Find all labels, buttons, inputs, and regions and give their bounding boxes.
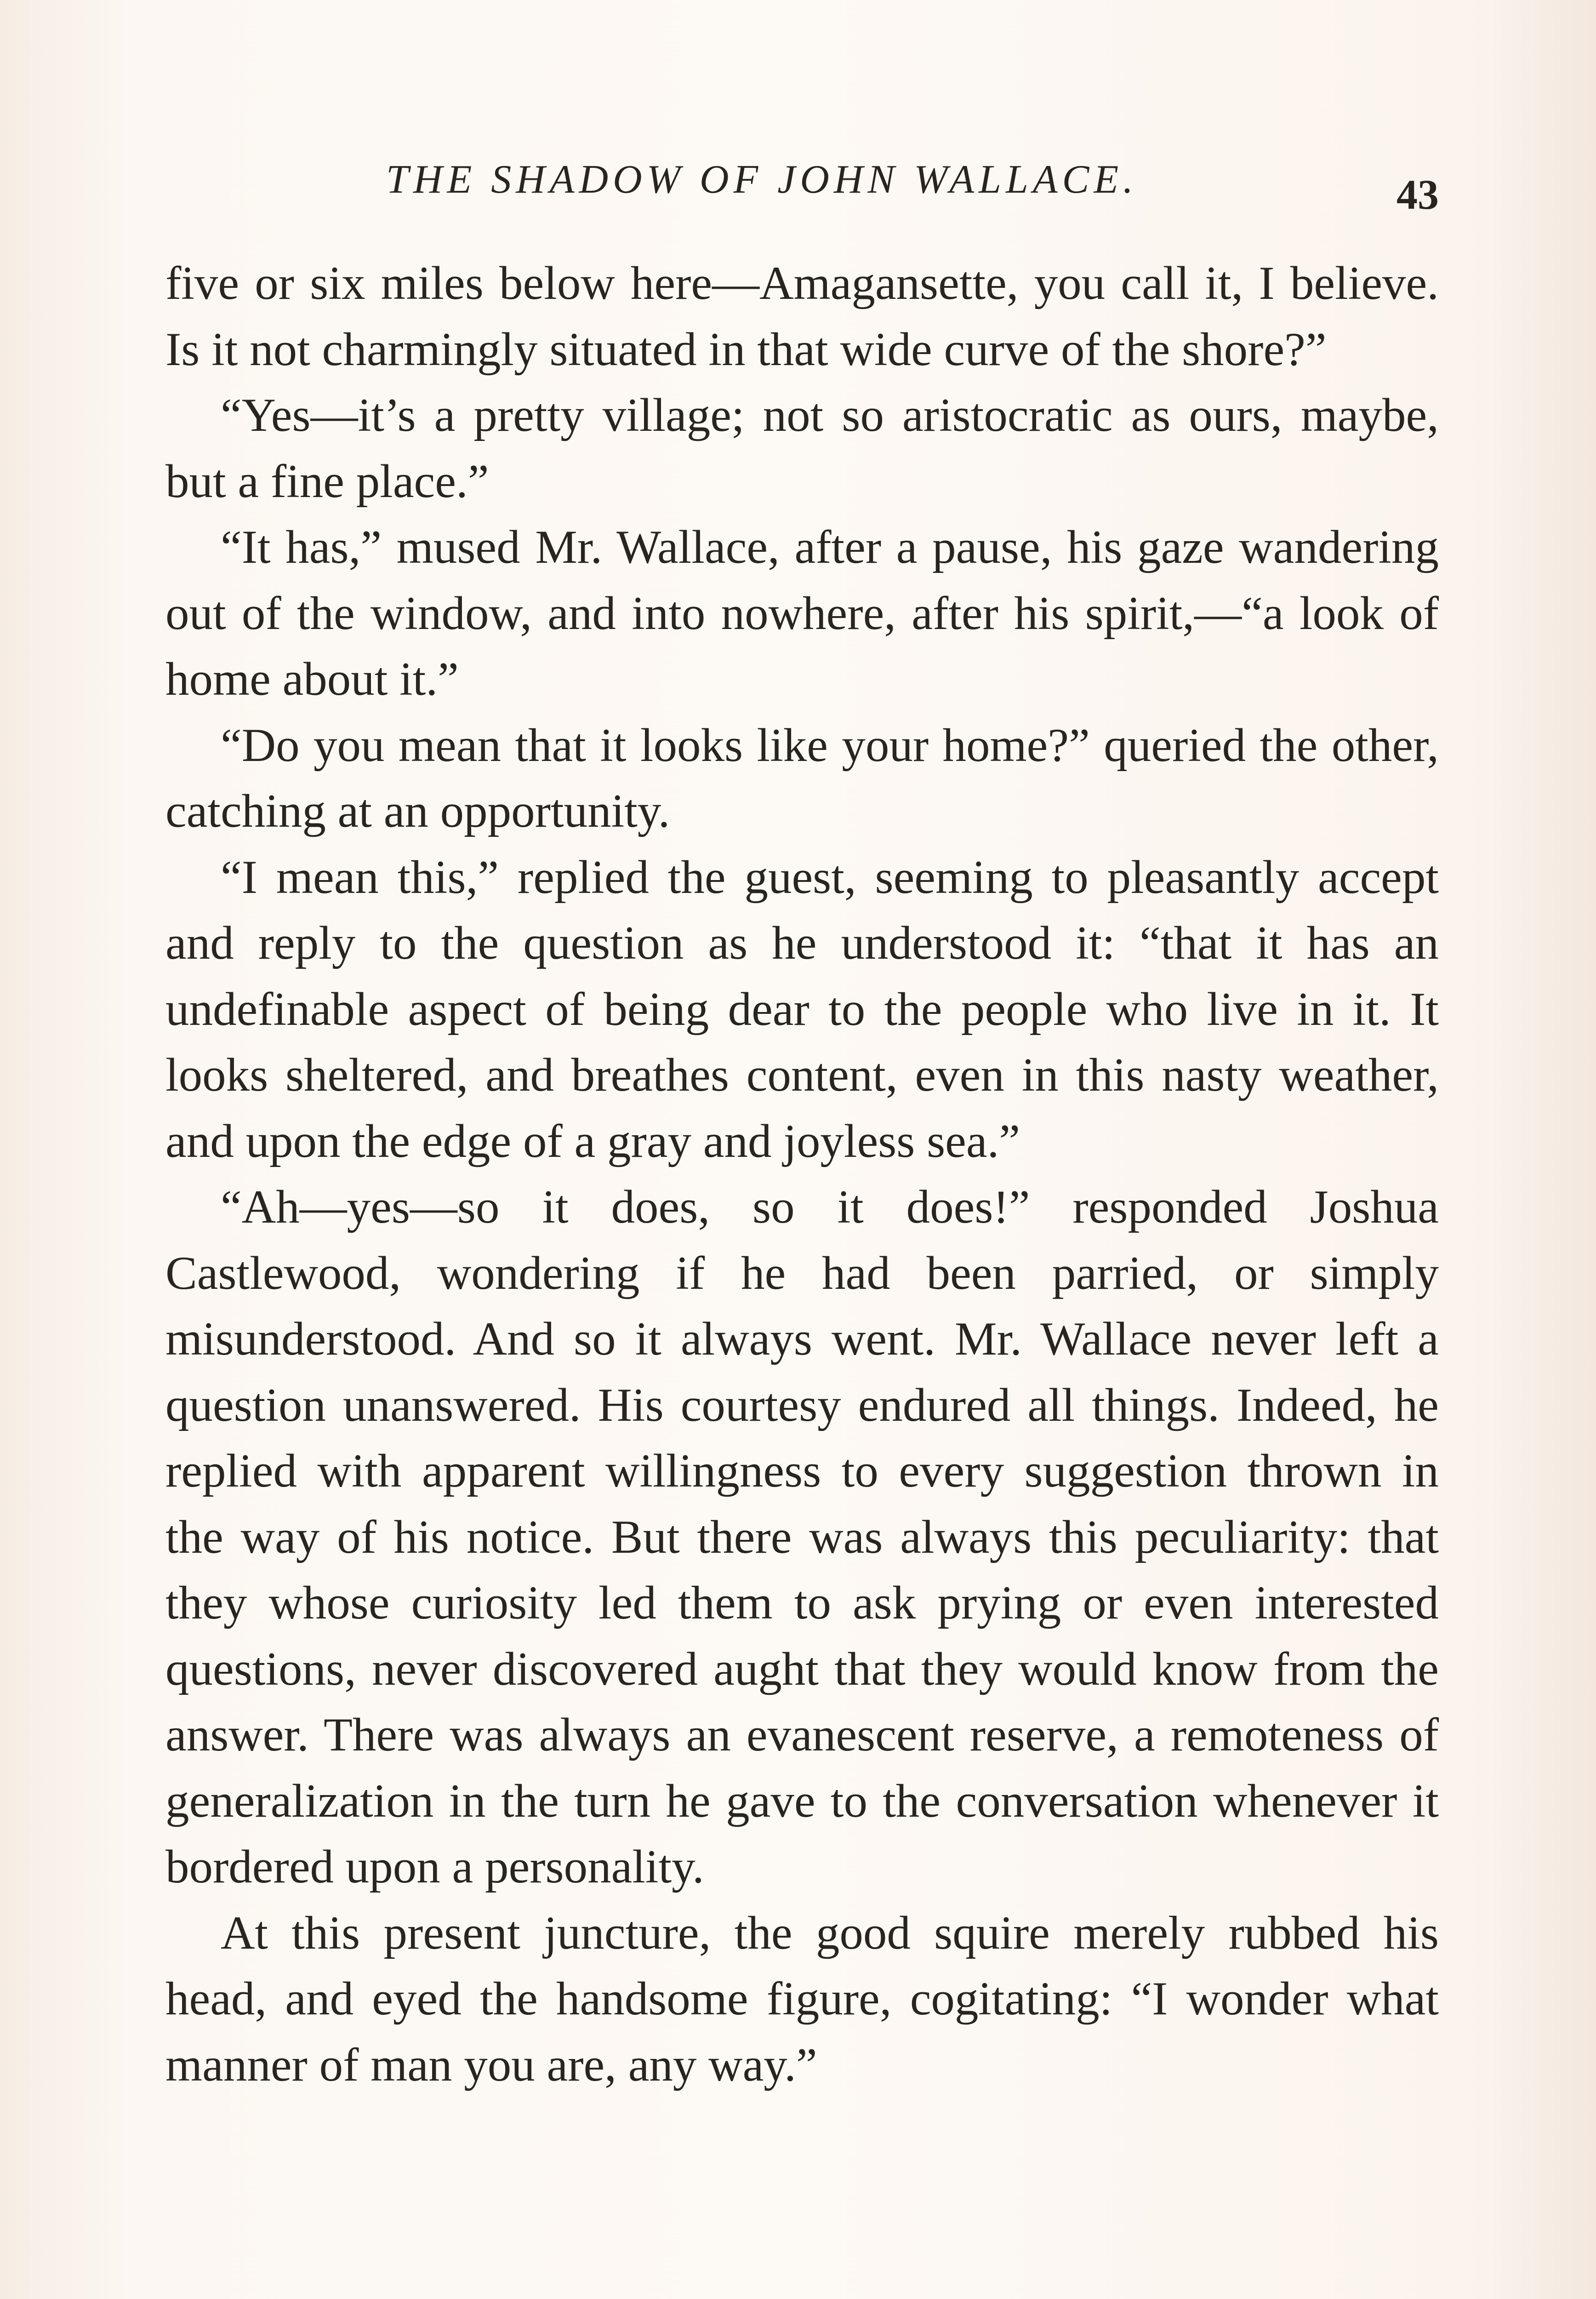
page-header — [165, 152, 1439, 225]
paragraph-1: five or six miles below here—Amagansette, you call it, I believe. Is it not charmingly situated in that wide curve of the shore?” — [165, 257, 1439, 376]
paragraph-2: “Yes—it’s a pretty village; not so aristocratic as ours, maybe, but a fine place.” — [165, 389, 1439, 508]
body-text — [165, 251, 1439, 2098]
running-title: THE SHADOW OF JOHN WALLACE. — [386, 157, 1138, 202]
paragraph-4: “Do you mean that it looks like your home?” queried the other, catching at an opportunity. — [165, 719, 1439, 837]
paragraph-5: “I mean this,” replied the guest, seeming to pleasantly accept and reply to the question as he understood it: “that it has an undefinable aspect of being dear to the people who live in it. It looks sheltered, and breathes content, even in this nasty weather, and upon the edge of a gray and joyless sea.” — [165, 851, 1439, 1167]
page-number: 43 — [1396, 171, 1439, 218]
paragraph-7: At this present juncture, the good squire merely rubbed his head, and eyed the handsome figure, cogitating: “I wonder what manner of man you are, any way.” — [165, 1906, 1439, 2091]
paragraph-6: “Ah—yes—so it does, so it does!” responded Joshua Castlewood, wondering if he had been parried, or simply misunderstood. And so it always went. Mr. Wallace never left a question unanswered. His courtesy endured all things. Indeed, he replied with apparent willingness to every suggestion thrown in the way of his notice. But there was always this peculiarity: that they whose curiosity led them to ask prying or even interested questions, never discovered aught that they would know from the answer. There was always an evanescent reserve, a remoteness of generalization in the turn he gave to the conversation whenever it bordered upon a personality. — [165, 1181, 1439, 1893]
paragraph-3: “It has,” mused Mr. Wallace, after a pause, his gaze wandering out of the window, and into nowhere, after his spirit,—“a look of home about it.” — [165, 521, 1439, 705]
